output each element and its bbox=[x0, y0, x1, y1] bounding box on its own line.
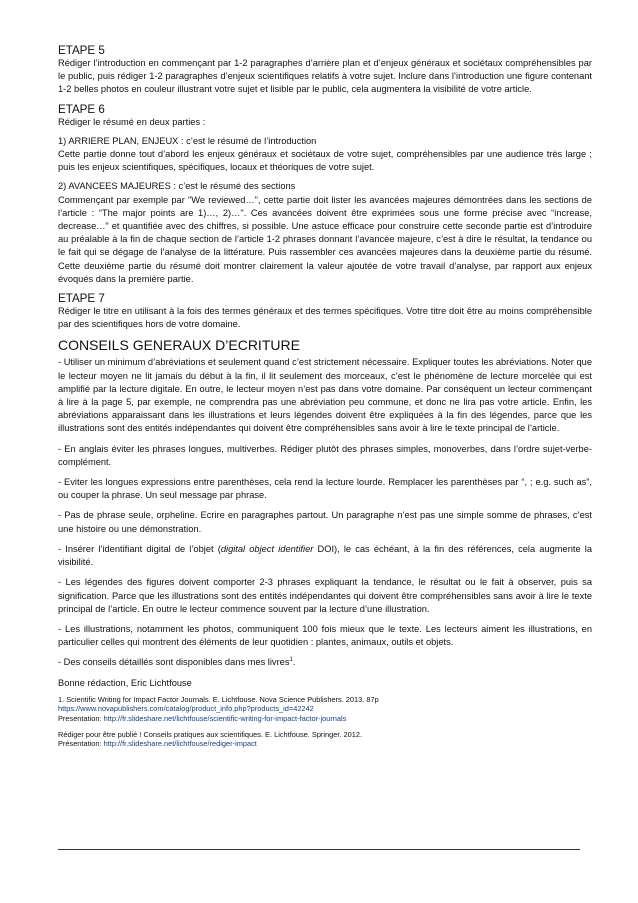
conseil-paragraphes: - Pas de phrase seule, orpheline. Ecrire en paragraphes partout. Un paragraphe n’est pas une simple somme de phrases, c’est une histoire ou une démonstration. bbox=[58, 510, 592, 534]
etape6-title: ETAPE 6 bbox=[58, 102, 105, 116]
conseil-doi-start: - Insérer l’identifiant digital de l’objet ( bbox=[58, 543, 221, 554]
footnote-1-url[interactable]: https://www.novapublishers.com/catalog/product_info.php?products_id=42242 bbox=[58, 704, 314, 714]
conseil-parentheses: - Eviter les longues expressions entre parenthèses, cela rend la lecture lourde. Remplacer les parenthèses par “, ; e.g. such as”, ou couper la phrase. Un seul message par phrase. bbox=[58, 477, 592, 501]
bottom-divider bbox=[58, 849, 580, 850]
signoff: Bonne rédaction, Eric Lichtfouse bbox=[58, 677, 192, 688]
conseil-livres-end: . bbox=[292, 657, 296, 668]
footnote-2: Rédiger pour être publié ! Conseils pratiques aux scientifiques. E. Lichtfouse. Springer. 2012. bbox=[58, 729, 363, 739]
footnote-2-pres-link[interactable]: http://fr.slideshare.net/lichtfouse/rediger-impact bbox=[103, 739, 257, 749]
etape5-title: ETAPE 5 bbox=[58, 44, 105, 57]
conseil-abbreviations: - Utiliser un minimum d’abréviations et seulement quand c’est strictement nécessaire. Expliquer toutes les abréviations. Noter que le lecteur moyen ne lit jamais du début à la fin, il lit seulement des morceaux, c’est le phénomène de lecture morcelée qui est amplifié par la lecture digitale. En outre, le lecteur moyen n’est pas dans votre domaine. Par conséquent un lecteur commençant à lire à la page 5, par exemple, ne comprendra pas une abréviation peu commune, et donc ne lira pas votre article. Enfin, les abréviations apparaissant dans les illustrations et leurs légendes doivent être expliquées à la fin des légendes, parce que les illustrations sont des entités indépendantes qui doivent être compréhensibles sans avoir à lire le texte principal de l’article. bbox=[58, 357, 592, 434]
footnote-1-presentation bbox=[58, 714, 592, 724]
etape6-part1-text: Cette partie donne tout d’abord les enjeux généraux et sociétaux de votre sujet, compréhensibles par une audience très large ; puis les enjeux scientifiques, spécifiques, locaux et théoriques de votre sujet. bbox=[58, 149, 592, 173]
conseil-livres-text: - Des conseils détaillés sont disponibles dans mes livres bbox=[58, 657, 290, 668]
conseil-illustrations: - Les illustrations, notamment les photos, communiquent 100 fois mieux que le texte. Les lecteurs aiment les illustrations, en particulier celles qui montrent des éléments de leur quotidien : plantes, animaux, outils et objets. bbox=[58, 623, 592, 648]
conseil-doi-end: DOI), le cas échéant, à la fin des références, cela augmente la visibilité. bbox=[58, 543, 592, 568]
etape7-text: Rédiger le titre en utilisant à la fois des termes généraux et des termes spécifiques. Votre titre doit être au moins compréhensible par des scientifiques hors de votre domaine. bbox=[58, 306, 592, 330]
footnote-2-presentation bbox=[58, 739, 592, 749]
footnote-1-pres-label: Presentation: bbox=[58, 713, 104, 723]
etape6-intro: Rédiger le résumé en deux parties : bbox=[58, 116, 206, 127]
footnote-ref[interactable]: 1 bbox=[289, 657, 293, 664]
footnote-1-pres-link[interactable]: http://fr.slideshare.net/lichtfouse/scientific-writing-for-impact-factor-journals bbox=[103, 713, 347, 723]
conseil-doi-em: digital object identifier bbox=[220, 543, 314, 554]
conseil-legendes: - Les légendes des figures doivent comporter 2-3 phrases expliquant la tendance, le résultat ou le fait à observer, puis sa signification. Parce que les illustrations sont des entités indépendantes qui doivent être compréhensibles sans avoir à lire le texte principal de l’article. En outre le lecteur commence souvent par la lecture d’une illustration. bbox=[58, 577, 592, 614]
etape7-title: ETAPE 7 bbox=[58, 292, 105, 306]
conseils-title: CONSEILS GENERAUX D’ECRITURE bbox=[58, 337, 300, 354]
etape6-part2-text: Commençant par exemple par "We reviewed…”, cette partie doit lister les avancées majeures démontrées dans les sections de l’article : “The major points are 1)…, 2)…". Ces avancées doivent être exprimées sous une forme précise avec “increase, decrease…” et quantifiée avec des chiffres, si possible. Une astuce efficace pour construire cette seconde partie est d’introduire au préalable à la fin de chaque section de l’article 1-2 phrases donnant l’avancée majeure, c’est à dire le résultat, la tendance ou le fait qui se dégage de l’analyse de la littérature. Puis rassembler ces avancées majeures dans la deuxième partie du résumé. Cette deuxième partie du résumé doit montrer clairement la valeur ajoutée de votre travail d’analyse, par rapport aux enjeux évoqués dans la première partie. bbox=[58, 194, 592, 284]
conseil-livres bbox=[58, 656, 592, 669]
conseil-phrases-longues: - En anglais éviter les phrases longues, multiverbes. Rédiger plutôt des phrases simples, monoverbes, dans l’ordre sujet-verbe-complément. bbox=[58, 443, 592, 467]
footnote-1: 1. Scientific Writing for Impact Factor Journals. E. Lichtfouse. Nova Science Publishers. 2013. 87p bbox=[58, 694, 379, 704]
etape6-part1-title: 1) ARRIERE PLAN, ENJEUX : c’est le résumé de l’introduction bbox=[58, 135, 317, 146]
etape5-text: Rédiger l’introduction en commençant par 1-2 paragraphes d’arrière plan et d’enjeux généraux et sociétaux compréhensibles par le public, puis rédiger 1-2 paragraphes d’enjeux scientifiques relatifs à votre sujet. Inclure dans l’introduction une figure contenant 1-2 belles photos en couleur illustrant votre sujet et lisible par le public, cela augmentera la visibilité de votre article. bbox=[58, 58, 592, 95]
footnote-2-pres-label: Présentation: bbox=[58, 739, 104, 749]
etape6-part2-title: 2) AVANCEES MAJEURES : c’est le résumé des sections bbox=[58, 181, 296, 192]
conseil-doi bbox=[58, 543, 592, 569]
document-page bbox=[58, 44, 592, 749]
